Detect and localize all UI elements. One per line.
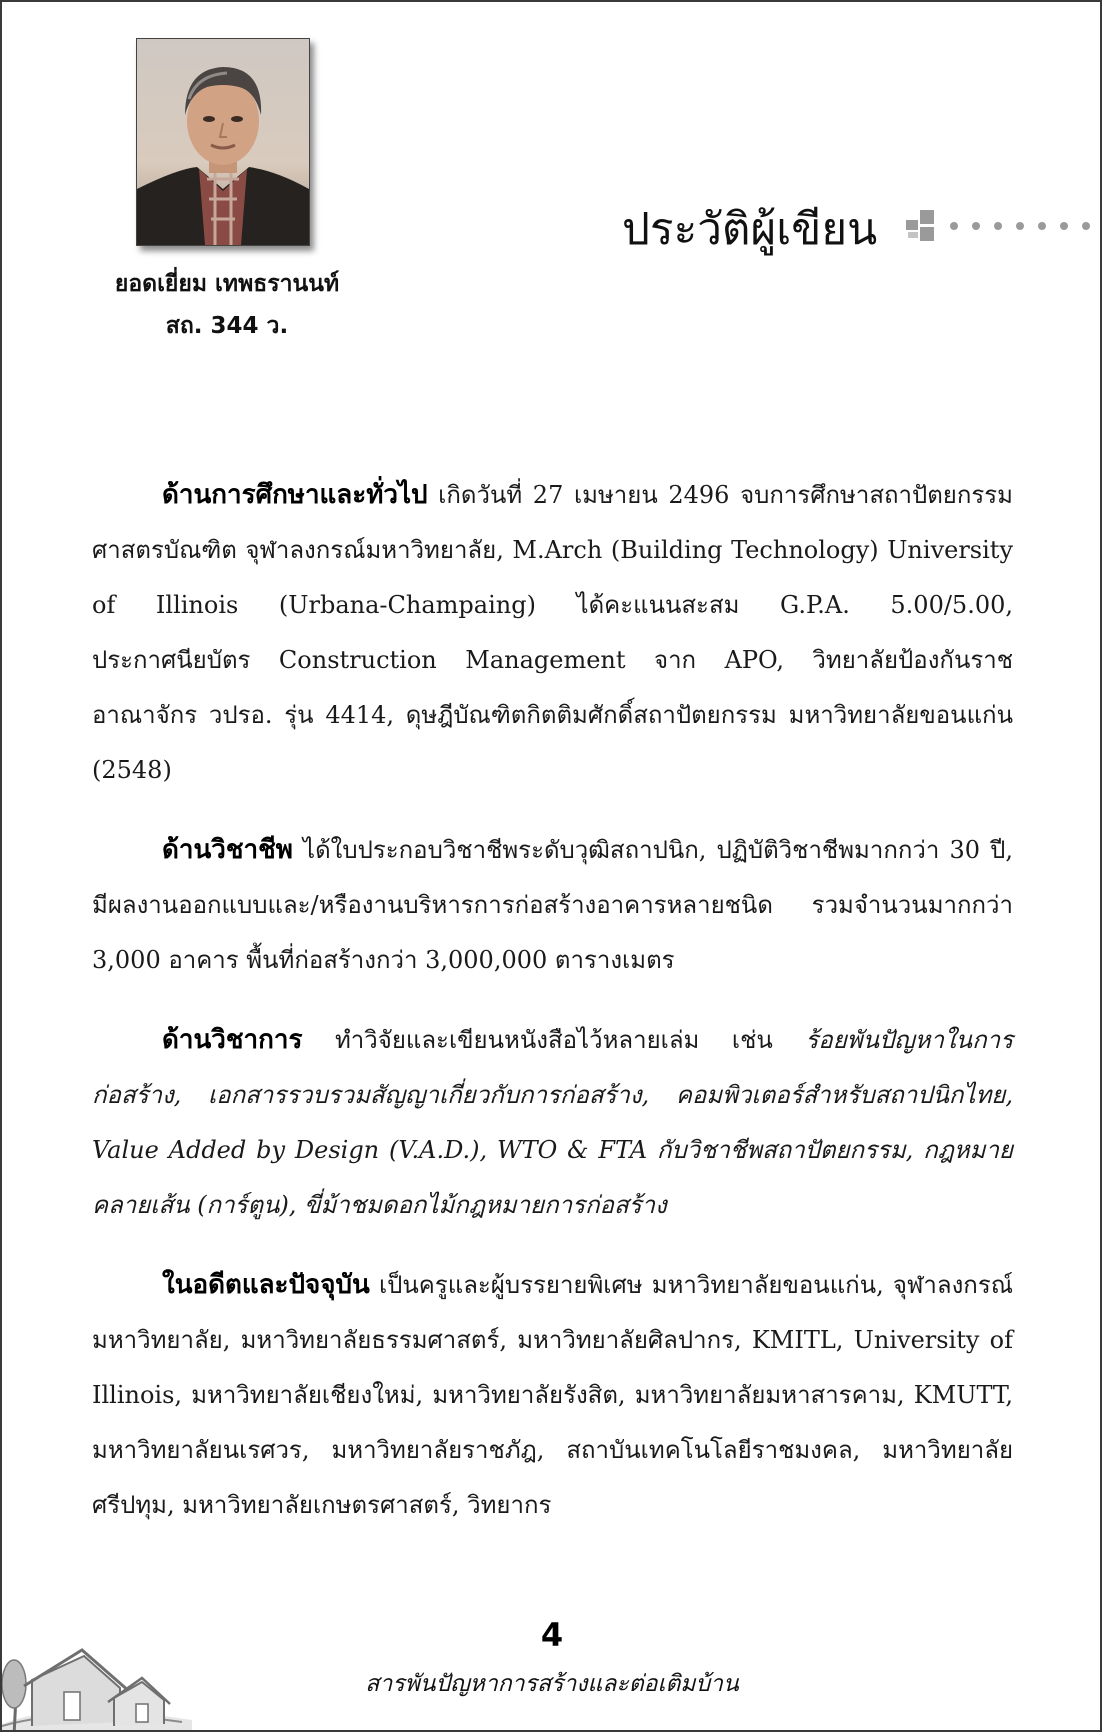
section-academic (92, 1013, 1013, 1233)
section-text: ทำวิจัยและเขียนหนังสือไว้หลายเล่ม เช่น (334, 1026, 773, 1054)
book-title: สารพันปัญหาการสร้างและต่อเติมบ้าน (365, 1671, 739, 1697)
portrait-illustration (137, 39, 309, 245)
page-number: 4 (540, 1616, 564, 1654)
author-name: ยอดเยี่ยม เทพธรานนท์ (114, 271, 340, 297)
biography-body (92, 468, 1013, 1558)
square-dots-ornament-icon (904, 210, 1100, 246)
section-text: เกิดวันที่ 27 เมษายน 2496 จบการศึกษาสถาปัตยกรรมศาสตรบัณฑิต จุฬาลงกรณ์มหาวิทยาลัย, M.Arch (Building Technology) University of Illinois (Urbana-Champaing) ได้คะแนนสะสม G.P.A. 5.00/5.00, ประกาศนียบัตร Construction Management จาก APO, วิทยาลัยป้องกันราชอาณาจักร วปรอ. รุ่น 4414, ดุษฎีบัณฑิตกิตติมศักดิ์สถาปัตยกรรม มหาวิทยาลัยขอนแก่น (2548) (92, 481, 1013, 784)
author-member-id: สถ. 344 ว. (165, 313, 289, 339)
book-list: ร้อยพันปัญหาในการก่อสร้าง, เอกสารรวบรวมสัญญาเกี่ยวกับการก่อสร้าง, คอมพิวเตอร์สำหรับสถาปนิกไทย, Value Added by Design (V.A.D.), WTO & FTA กับวิชาชีพสถาปัตยกรรม, กฎหมายคลายเส้น (การ์ตูน), ขี่ม้าชมดอกไม้กฎหมายการก่อสร้าง (92, 1026, 1013, 1219)
page-title: ประวัติผู้เขียน (622, 204, 878, 255)
section-teaching (92, 1258, 1013, 1533)
section-text: ได้ใบประกอบวิชาชีพระดับวุฒิสถาปนิก, ปฏิบัติวิชาชีพมากกว่า 30 ปี, มีผลงานออกแบบและ/หรืองานบริหารการก่อสร้างอาคารหลายชนิด รวมจำนวนมากกว่า 3,000 อาคาร พื้นที่ก่อสร้างกว่า 3,000,000 ตารางเมตร (92, 836, 1013, 974)
section-heading: ด้านการศึกษาและทั่วไป (162, 480, 428, 510)
section-heading: ด้านวิชาการ (162, 1025, 303, 1055)
houses-sketch-icon (2, 1596, 192, 1732)
section-heading: ด้านวิชาชีพ (162, 835, 293, 865)
section-text: เป็นครูและผู้บรรยายพิเศษ มหาวิทยาลัยขอนแก่น, จุฬาลงกรณ์มหาวิทยาลัย, มหาวิทยาลัยธรรมศาสตร์, มหาวิทยาลัยศิลปากร, KMITL, University of Illinois, มหาวิทยาลัยเชียงใหม่, มหาวิทยาลัยรังสิต, มหาวิทยาลัยมหาสารคาม, KMUTT, มหาวิทยาลัยนเรศวร, มหาวิทยาลัยราชภัฎ, สถาบันเทคโนโลยีราชมงคล, มหาวิทยาลัยศรีปทุม, มหาวิทยาลัยเกษตรศาสตร์, วิทยากร (92, 1271, 1013, 1519)
section-education (92, 468, 1013, 798)
author-photo (136, 38, 310, 246)
section-heading: ในอดีตและปัจจุบัน (162, 1270, 370, 1300)
section-profession (92, 823, 1013, 988)
